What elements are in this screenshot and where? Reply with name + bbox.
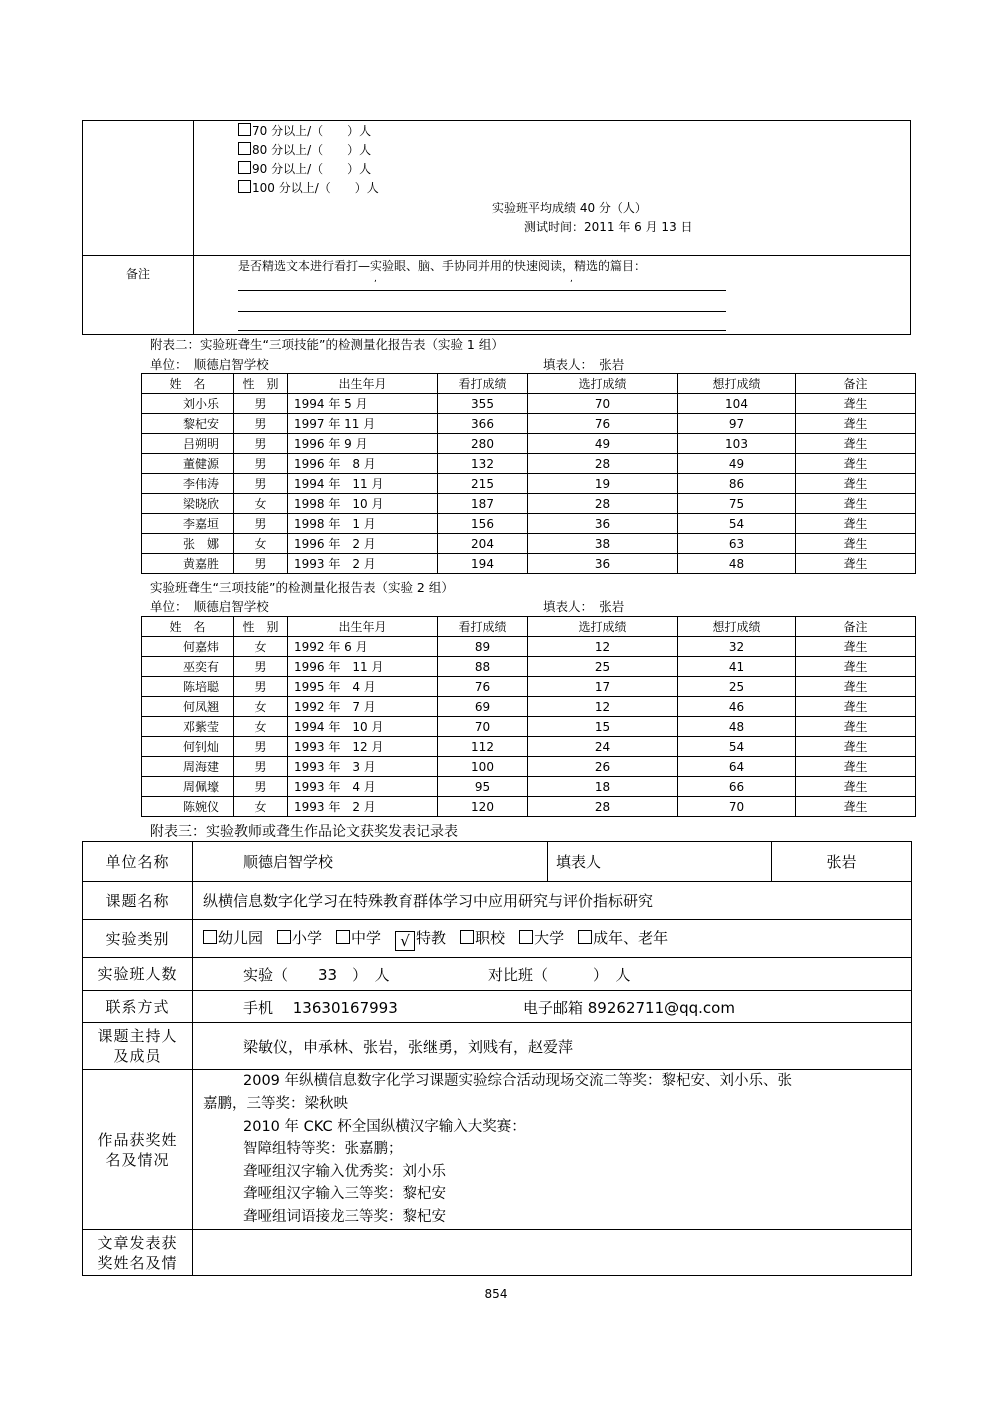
table-cell: 32 xyxy=(678,637,796,657)
checkbox-icon[interactable] xyxy=(238,142,251,155)
table-cell: 周佩壕 xyxy=(142,777,234,797)
table1-filler: 填表人： 张岩 xyxy=(543,357,625,372)
email: 电子邮箱 89262711@qq.com xyxy=(523,999,735,1017)
table-cell: 12 xyxy=(528,697,678,717)
table-cell: 男 xyxy=(234,414,288,434)
table-cell: 男 xyxy=(234,554,288,574)
table-cell: 1997 年 11 月 xyxy=(288,414,438,434)
table-cell: 何凤翘 xyxy=(142,697,234,717)
table2-caption: 实验班聋生“三项技能”的检测量化报告表（实验 2 组） xyxy=(150,580,454,595)
table3-caption: 附表三：实验教师或聋生作品论文获奖发表记录表 xyxy=(150,824,458,840)
table-cell: 聋生 xyxy=(796,434,916,454)
table-cell: 1996 年 8 月 xyxy=(288,454,438,474)
table-cell: 54 xyxy=(678,737,796,757)
table-cell: 36 xyxy=(528,514,678,534)
column-header: 出生年月 xyxy=(288,617,438,637)
table-cell: 男 xyxy=(234,514,288,534)
filler-label: 填表人 xyxy=(548,842,772,882)
table-cell: 28 xyxy=(528,494,678,514)
table-cell: 41 xyxy=(678,657,796,677)
checkbox-icon[interactable] xyxy=(519,930,533,944)
table-row xyxy=(142,414,916,434)
table-cell: 聋生 xyxy=(796,757,916,777)
table-cell: 1993 年 3 月 xyxy=(288,757,438,777)
table-row xyxy=(142,637,916,657)
table-cell: 366 xyxy=(438,414,528,434)
table-cell: 女 xyxy=(234,637,288,657)
category-label-text: 职校 xyxy=(475,928,506,947)
column-header: 想打成绩 xyxy=(678,617,796,637)
table-cell: 63 xyxy=(678,534,796,554)
table-row xyxy=(142,474,916,494)
checkbox-icon[interactable] xyxy=(238,180,251,193)
column-header: 备注 xyxy=(796,374,916,394)
contact-label: 联系方式 xyxy=(83,991,193,1023)
checkbox-icon[interactable] xyxy=(203,930,217,944)
count-label: 实验班人数 xyxy=(83,958,193,991)
table-cell: 聋生 xyxy=(796,534,916,554)
table-cell: 李伟涛 xyxy=(142,474,234,494)
table-cell: 周海建 xyxy=(142,757,234,777)
table-cell: 聋生 xyxy=(796,494,916,514)
table-cell: 梁晓欣 xyxy=(142,494,234,514)
table-row xyxy=(142,434,916,454)
table-cell: 1992 年 6 月 xyxy=(288,637,438,657)
table-cell: 聋生 xyxy=(796,394,916,414)
category-option xyxy=(578,929,668,947)
average-score: 实验班平均成绩 40 分（人） xyxy=(492,201,647,215)
articles-label: 文章发表获奖姓名及情 xyxy=(83,1230,193,1276)
blank-separator-2: , xyxy=(570,274,573,284)
category-option xyxy=(460,929,505,947)
top-frame xyxy=(82,120,911,335)
table-cell: 男 xyxy=(234,777,288,797)
table-cell: 48 xyxy=(678,554,796,574)
column-header: 看打成绩 xyxy=(438,617,528,637)
table-cell: 聋生 xyxy=(796,797,916,817)
table-cell: 88 xyxy=(438,657,528,677)
table-cell: 男 xyxy=(234,434,288,454)
table-cell: 95 xyxy=(438,777,528,797)
table-cell: 聋生 xyxy=(796,717,916,737)
remark-content-cell xyxy=(194,256,911,335)
table-cell: 聋生 xyxy=(796,677,916,697)
score-option-3: 90 分以上/（ ）人 xyxy=(238,160,371,180)
score-option-2: 80 分以上/（ ）人 xyxy=(238,141,371,161)
category-label-text: 特教 xyxy=(416,928,447,947)
table-cell: 聋生 xyxy=(796,697,916,717)
table2-unit: 单位： 顺德启智学校 xyxy=(150,599,269,614)
award-line: 嘉鹏，三等奖：梁秋映 xyxy=(203,1096,348,1113)
table-cell: 89 xyxy=(438,637,528,657)
table-cell: 邓紫莹 xyxy=(142,717,234,737)
table-cell: 聋生 xyxy=(796,554,916,574)
table-cell: 355 xyxy=(438,394,528,414)
column-header: 性 别 xyxy=(234,617,288,637)
table-cell: 70 xyxy=(528,394,678,414)
table-cell: 280 xyxy=(438,434,528,454)
table-header-row xyxy=(142,374,916,394)
table-row xyxy=(142,717,916,737)
unit-value: 顺德启智学校 xyxy=(193,842,548,882)
table-cell: 103 xyxy=(678,434,796,454)
table-cell: 聋生 xyxy=(796,657,916,677)
blank-separator-1: , xyxy=(374,274,377,284)
table-cell: 黎杞安 xyxy=(142,414,234,434)
table-cell: 70 xyxy=(678,797,796,817)
table-cell: 49 xyxy=(528,434,678,454)
remark-text: 是否精选文本进行看打—实验眼、脑、手协同并用的快速阅读，精选的篇目： xyxy=(238,259,647,273)
category-label-text: 大学 xyxy=(534,928,565,947)
table-cell: 26 xyxy=(528,757,678,777)
table-cell: 66 xyxy=(678,777,796,797)
checked-checkbox-icon[interactable]: √ xyxy=(395,931,415,951)
table-cell: 204 xyxy=(438,534,528,554)
table1 xyxy=(141,373,916,574)
blank-line-1 xyxy=(238,290,726,291)
table-cell: 1998 年 1 月 xyxy=(288,514,438,534)
table-cell: 张 娜 xyxy=(142,534,234,554)
column-header: 选打成绩 xyxy=(528,617,678,637)
table-cell: 聋生 xyxy=(796,514,916,534)
table-cell: 聋生 xyxy=(796,777,916,797)
table1-caption: 附表二：实验班聋生“三项技能”的检测量化报告表（实验 1 组） xyxy=(150,337,504,352)
table-cell: 何钊灿 xyxy=(142,737,234,757)
table-cell: 28 xyxy=(528,454,678,474)
awards-label: 作品获奖姓名及情况 xyxy=(83,1070,193,1230)
table-cell: 1993 年 4 月 xyxy=(288,777,438,797)
table-cell: 1995 年 4 月 xyxy=(288,677,438,697)
column-header: 姓 名 xyxy=(142,374,234,394)
checkbox-icon[interactable] xyxy=(460,930,474,944)
table-cell: 28 xyxy=(528,797,678,817)
table-cell: 25 xyxy=(528,657,678,677)
table-cell: 24 xyxy=(528,737,678,757)
table-cell: 100 xyxy=(438,757,528,777)
table-cell: 17 xyxy=(528,677,678,697)
table2 xyxy=(141,616,916,817)
table-cell: 12 xyxy=(528,637,678,657)
table-cell: 1994 年 5 月 xyxy=(288,394,438,414)
table-cell: 巫奕有 xyxy=(142,657,234,677)
top-left-cell xyxy=(83,121,194,256)
table-cell: 1996 年 9 月 xyxy=(288,434,438,454)
table-row xyxy=(142,494,916,514)
table-cell: 64 xyxy=(678,757,796,777)
topic-label: 课题名称 xyxy=(83,882,193,920)
table-row xyxy=(142,657,916,677)
category-label-text: 幼儿园 xyxy=(218,928,264,947)
table2-filler: 填表人： 张岩 xyxy=(543,599,625,614)
table-header-row xyxy=(142,617,916,637)
score-options-cell xyxy=(194,121,911,256)
category-label-text: 成年、老年 xyxy=(593,928,669,947)
table-cell: 女 xyxy=(234,494,288,514)
table-cell: 36 xyxy=(528,554,678,574)
table-cell: 女 xyxy=(234,717,288,737)
table-row xyxy=(142,797,916,817)
blank-line-2 xyxy=(238,311,726,312)
filler-value: 张岩 xyxy=(772,842,912,882)
award-line: 2010 年 CKC 杯全国纵横汉字输入大奖赛： xyxy=(243,1118,526,1135)
table-cell: 1998 年 10 月 xyxy=(288,494,438,514)
table-cell: 48 xyxy=(678,717,796,737)
table-cell: 董健源 xyxy=(142,454,234,474)
unit-label: 单位名称 xyxy=(83,842,193,882)
column-header: 想打成绩 xyxy=(678,374,796,394)
members-label: 课题主持人及成员 xyxy=(83,1023,193,1070)
column-header: 性 别 xyxy=(234,374,288,394)
page-number: 854 xyxy=(484,1287,508,1301)
score-option-1: 70 分以上/（ ）人 xyxy=(238,122,371,142)
column-header: 备注 xyxy=(796,617,916,637)
table-cell: 男 xyxy=(234,454,288,474)
checkbox-icon[interactable] xyxy=(336,930,350,944)
table-cell: 46 xyxy=(678,697,796,717)
table-cell: 76 xyxy=(528,414,678,434)
table-cell: 76 xyxy=(438,677,528,697)
table-cell: 1994 年 11 月 xyxy=(288,474,438,494)
table-cell: 75 xyxy=(678,494,796,514)
table-cell: 120 xyxy=(438,797,528,817)
table-cell: 吕朔明 xyxy=(142,434,234,454)
table-row xyxy=(142,677,916,697)
table3 xyxy=(82,841,912,1276)
table-cell: 1993 年 2 月 xyxy=(288,554,438,574)
table-cell: 男 xyxy=(234,474,288,494)
checkbox-icon[interactable] xyxy=(238,161,251,174)
table-cell: 1996 年 2 月 xyxy=(288,534,438,554)
category-option xyxy=(519,929,564,947)
table-cell: 132 xyxy=(438,454,528,474)
table-row xyxy=(142,757,916,777)
award-line: 聋哑组汉字输入优秀奖：刘小乐 xyxy=(243,1163,446,1180)
score-option-4: 100 分以上/（ ）人 xyxy=(238,179,379,199)
table-cell: 女 xyxy=(234,697,288,717)
table-cell: 女 xyxy=(234,797,288,817)
members-value: 梁敏仪，申承林、张岩，张继勇，刘贱有，赵爱萍 xyxy=(193,1023,912,1070)
table-row xyxy=(142,394,916,414)
table-cell: 70 xyxy=(438,717,528,737)
table-cell: 1992 年 7 月 xyxy=(288,697,438,717)
category-option xyxy=(203,929,263,947)
table-cell: 112 xyxy=(438,737,528,757)
table-cell: 聋生 xyxy=(796,414,916,434)
table-cell: 李嘉垣 xyxy=(142,514,234,534)
table-cell: 18 xyxy=(528,777,678,797)
table-cell: 86 xyxy=(678,474,796,494)
table-cell: 15 xyxy=(528,717,678,737)
table-cell: 陈婉仪 xyxy=(142,797,234,817)
table-cell: 陈培聪 xyxy=(142,677,234,697)
table-cell: 何嘉炜 xyxy=(142,637,234,657)
checkbox-icon[interactable] xyxy=(277,930,291,944)
category-option xyxy=(277,929,322,947)
table-cell: 男 xyxy=(234,394,288,414)
category-label: 实验类别 xyxy=(83,920,193,958)
table-row xyxy=(142,777,916,797)
table-row xyxy=(142,737,916,757)
table-cell: 黄嘉胜 xyxy=(142,554,234,574)
remark-label: 备注 xyxy=(125,267,150,281)
table-cell: 1996 年 11 月 xyxy=(288,657,438,677)
topic-value: 纵横信息数字化学习在特殊教育群体学习中应用研究与评价指标研究 xyxy=(193,882,912,920)
table-cell: 聋生 xyxy=(796,637,916,657)
column-header: 看打成绩 xyxy=(438,374,528,394)
table-cell: 194 xyxy=(438,554,528,574)
award-line: 聋哑组词语接龙三等奖：黎杞安 xyxy=(243,1208,446,1225)
table1-unit: 单位： 顺德启智学校 xyxy=(150,357,269,372)
table-cell: 215 xyxy=(438,474,528,494)
table-cell: 男 xyxy=(234,757,288,777)
table-row xyxy=(142,514,916,534)
table-cell: 聋生 xyxy=(796,474,916,494)
table-cell: 187 xyxy=(438,494,528,514)
category-label-text: 中学 xyxy=(351,928,382,947)
category-option xyxy=(336,929,381,947)
remark-label-cell xyxy=(83,256,194,335)
award-line: 智障组特等奖：张嘉鹏； xyxy=(243,1141,403,1158)
table-cell: 25 xyxy=(678,677,796,697)
column-header: 姓 名 xyxy=(142,617,234,637)
table-row xyxy=(142,554,916,574)
table-cell: 男 xyxy=(234,657,288,677)
table-cell: 聋生 xyxy=(796,737,916,757)
experiment-count: 实验（ 33 ） 人 xyxy=(243,966,390,984)
articles-value xyxy=(193,1230,912,1276)
table-cell: 97 xyxy=(678,414,796,434)
category-option xyxy=(395,928,447,950)
table-cell: 38 xyxy=(528,534,678,554)
table-cell: 1993 年 12 月 xyxy=(288,737,438,757)
award-line: 聋哑组汉字输入三等奖：黎杞安 xyxy=(243,1186,446,1203)
table-row xyxy=(142,534,916,554)
category-label-text: 小学 xyxy=(292,928,323,947)
table-row xyxy=(142,697,916,717)
phone: 手机 13630167993 xyxy=(243,999,398,1017)
table-cell: 女 xyxy=(234,534,288,554)
table-cell: 54 xyxy=(678,514,796,534)
column-header: 出生年月 xyxy=(288,374,438,394)
category-options xyxy=(193,920,912,958)
blank-line-3 xyxy=(238,330,726,331)
table-cell: 1994 年 10 月 xyxy=(288,717,438,737)
table-cell: 男 xyxy=(234,677,288,697)
table-cell: 聋生 xyxy=(796,454,916,474)
count-cell xyxy=(193,958,912,991)
table-cell: 1993 年 2 月 xyxy=(288,797,438,817)
award-line: 2009 年纵横信息数字化学习课题实验综合活动现场交流二等奖：黎杞安、刘小乐、张 xyxy=(243,1073,793,1090)
checkbox-icon[interactable] xyxy=(238,123,251,136)
awards-cell xyxy=(193,1070,912,1230)
table-cell: 104 xyxy=(678,394,796,414)
table-cell: 156 xyxy=(438,514,528,534)
table-cell: 49 xyxy=(678,454,796,474)
column-header: 选打成绩 xyxy=(528,374,678,394)
control-count: 对比班（ ） 人 xyxy=(488,966,631,984)
table-cell: 刘小乐 xyxy=(142,394,234,414)
table-row xyxy=(142,454,916,474)
table-cell: 69 xyxy=(438,697,528,717)
table-cell: 男 xyxy=(234,737,288,757)
checkbox-icon[interactable] xyxy=(578,930,592,944)
test-date: 测试时间：2011 年 6 月 13 日 xyxy=(524,220,693,234)
table-cell: 19 xyxy=(528,474,678,494)
contact-cell xyxy=(193,991,912,1023)
